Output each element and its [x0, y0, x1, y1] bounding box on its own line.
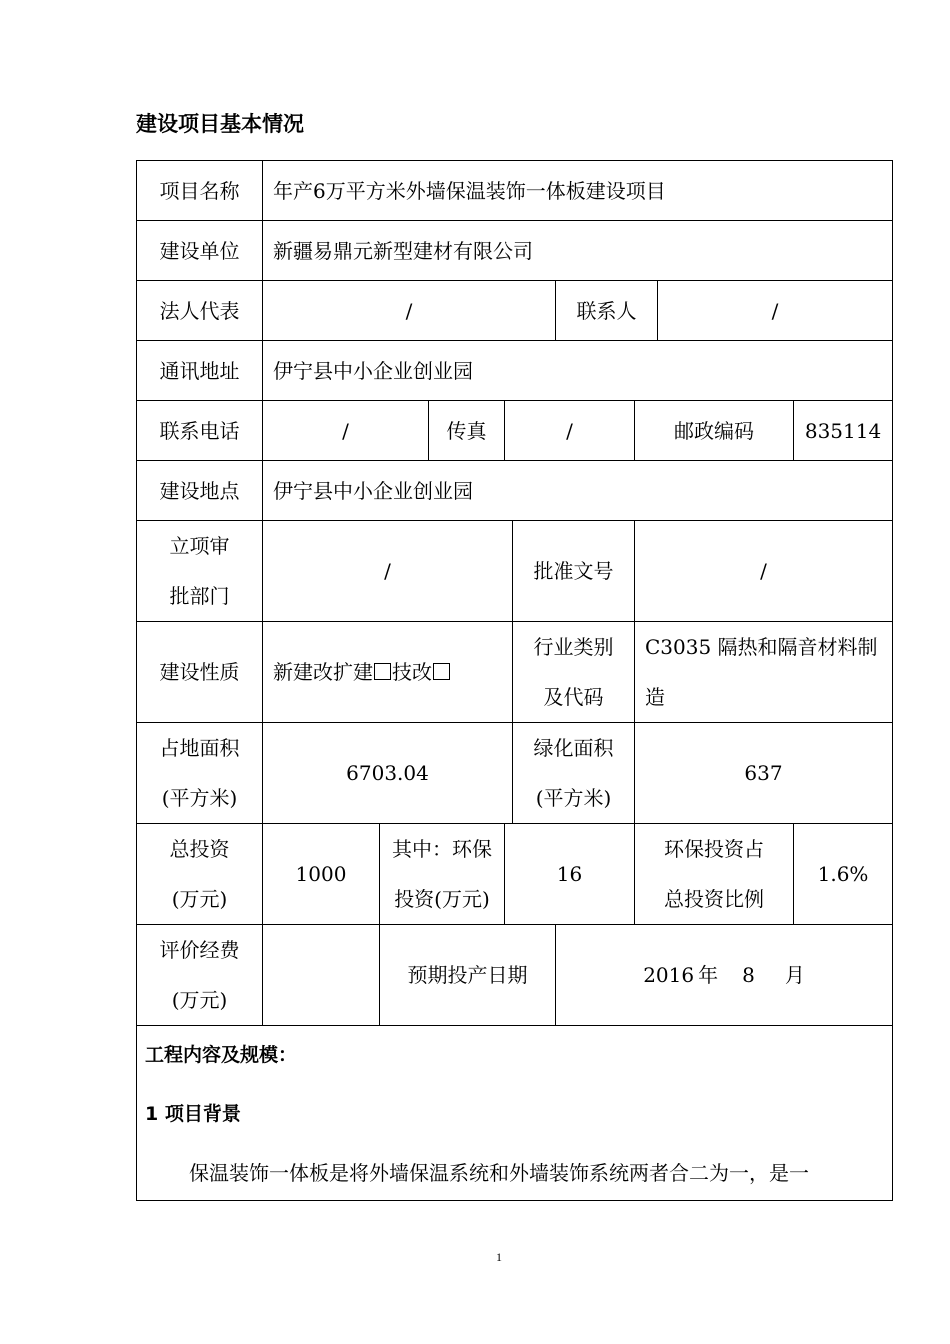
- label-env-ratio-line-2: 总投资比例: [664, 887, 764, 911]
- content-heading: 工程内容及规模：: [145, 1044, 298, 1066]
- label-area: [137, 723, 263, 824]
- value-site: 伊宁县中小企业创业园: [263, 461, 893, 521]
- value-address: 伊宁县中小企业创业园: [263, 341, 893, 401]
- value-industry-line-2: 造: [645, 685, 665, 709]
- row-evaluation: [137, 925, 893, 1026]
- value-postal: 835114: [794, 401, 893, 461]
- label-green-area: [513, 723, 635, 824]
- row-area: [137, 723, 893, 824]
- row-phone: [137, 401, 893, 461]
- value-production-date: [556, 925, 893, 1026]
- value-evaluation: [263, 925, 380, 1026]
- value-fax: /: [505, 401, 635, 461]
- nature-new-build: 新建: [273, 660, 313, 684]
- label-evaluation: [137, 925, 263, 1026]
- production-year: 2016: [643, 963, 695, 987]
- value-green-area: 637: [635, 723, 893, 824]
- project-info-table: [136, 160, 893, 1201]
- row-approval: [137, 521, 893, 622]
- label-project-name: 项目名称: [137, 161, 263, 221]
- value-area: 6703.04: [263, 723, 513, 824]
- nature-tech: 技改: [392, 660, 432, 684]
- label-green-area-line-2: (平方米): [535, 786, 612, 810]
- label-legal: 法人代表: [137, 281, 263, 341]
- label-industry: [513, 622, 635, 723]
- value-env-investment: 16: [505, 824, 635, 925]
- label-contact: 联系人: [556, 281, 658, 341]
- label-industry-line-1: 行业类别: [533, 635, 614, 659]
- label-env-ratio-line-1: 环保投资占: [664, 837, 764, 861]
- section-heading-background: 1 项目背景: [145, 1103, 241, 1125]
- label-investment-line-2: (万元): [171, 887, 228, 911]
- label-site: 建设地点: [137, 461, 263, 521]
- label-approval-line-2: 批部门: [169, 584, 230, 608]
- label-postal: 邮政编码: [635, 401, 794, 461]
- label-investment-line-1: 总投资: [169, 837, 230, 861]
- label-env-ratio: [635, 824, 794, 925]
- background-paragraph: 保温装饰一体板是将外墙保温系统和外墙装饰系统两者合二为一，是一: [189, 1161, 809, 1185]
- label-env-investment-line-1: 其中：环保: [392, 837, 492, 861]
- page-number: 1: [496, 1250, 502, 1264]
- label-evaluation-line-2: (万元): [171, 988, 228, 1012]
- label-area-line-2: (平方米): [161, 786, 238, 810]
- row-project-name: [137, 161, 893, 221]
- value-doc-number: /: [635, 521, 893, 622]
- nature-expand: 改扩建: [313, 660, 373, 684]
- label-area-line-1: 占地面积: [159, 736, 240, 760]
- checkbox-tech: [433, 663, 450, 680]
- label-production-date: 预期投产日期: [380, 925, 556, 1026]
- label-approval: [137, 521, 263, 622]
- label-approval-line-1: 立项审: [169, 534, 230, 558]
- row-address: [137, 341, 893, 401]
- row-site: [137, 461, 893, 521]
- value-env-ratio: 1.6%: [794, 824, 893, 925]
- row-content: [137, 1026, 893, 1201]
- production-year-unit: 年: [698, 963, 719, 987]
- label-env-investment: [380, 824, 505, 925]
- value-industry-line-1: C3035 隔热和隔音材料制: [645, 635, 878, 659]
- value-approval: /: [263, 521, 513, 622]
- label-unit: 建设单位: [137, 221, 263, 281]
- value-contact: /: [658, 281, 893, 341]
- label-phone: 联系电话: [137, 401, 263, 461]
- value-investment: 1000: [263, 824, 380, 925]
- row-unit: [137, 221, 893, 281]
- label-investment: [137, 824, 263, 925]
- value-project-name: 年产6万平方米外墙保温装饰一体板建设项目: [263, 161, 893, 221]
- value-phone: /: [263, 401, 429, 461]
- label-fax: 传真: [429, 401, 505, 461]
- production-month: 8: [742, 963, 755, 987]
- value-nature: [263, 622, 513, 723]
- value-unit: 新疆易鼎元新型建材有限公司: [263, 221, 893, 281]
- page-title: 建设项目基本情况: [136, 112, 304, 136]
- project-content-cell: [137, 1026, 893, 1201]
- label-nature: 建设性质: [137, 622, 263, 723]
- label-doc-number: 批准文号: [513, 521, 635, 622]
- value-legal: /: [263, 281, 556, 341]
- label-industry-line-2: 及代码: [543, 685, 604, 709]
- label-green-area-line-1: 绿化面积: [533, 736, 614, 760]
- row-legal: [137, 281, 893, 341]
- checkbox-expand: [374, 663, 391, 680]
- row-nature: [137, 622, 893, 723]
- label-address: 通讯地址: [137, 341, 263, 401]
- row-investment: [137, 824, 893, 925]
- label-evaluation-line-1: 评价经费: [159, 938, 240, 962]
- label-env-investment-line-2: 投资(万元): [394, 887, 490, 911]
- production-month-unit: 月: [784, 963, 805, 987]
- value-industry: [635, 622, 893, 723]
